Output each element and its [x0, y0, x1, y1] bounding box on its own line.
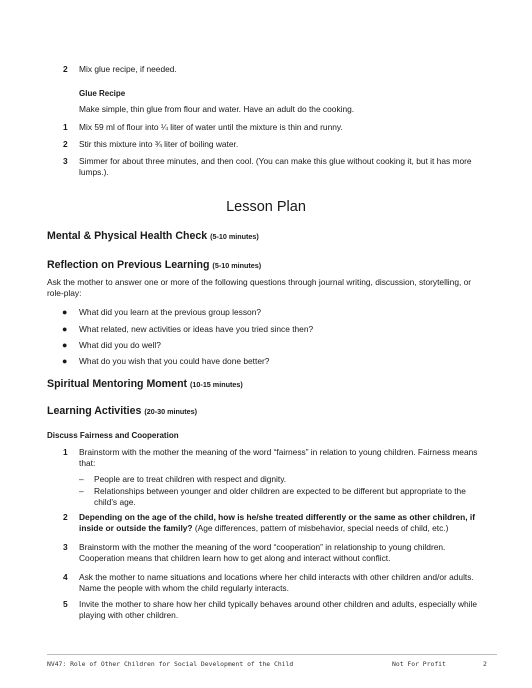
activity-number: 4	[63, 572, 68, 582]
section-heading-spiritual	[47, 378, 243, 391]
activity-text: Brainstorm with the mother the meaning of the word “cooperation” in relationship to young children. Cooperation means that children learn how to get along and interact without conflict.	[79, 542, 446, 564]
footer-notice: Not For Profit	[392, 660, 446, 668]
page-footer	[47, 654, 497, 669]
recipe-step-number: 1	[63, 122, 68, 132]
step-text: Mix glue recipe, if needed.	[79, 64, 177, 74]
activity-number: 3	[63, 542, 68, 552]
section-time: (20-30 minutes)	[144, 407, 198, 416]
section-time: (5-10 minutes)	[210, 232, 259, 241]
lesson-plan-title: Lesson Plan	[226, 199, 306, 215]
page-number: 2	[483, 660, 487, 668]
activities-subheading: Discuss Fairness and Cooperation	[47, 431, 179, 440]
dash-text: People are to treat children with respect and dignity.	[94, 474, 287, 484]
activity-number: 2	[63, 512, 68, 522]
bullet-text: What did you learn at the previous group lesson?	[79, 307, 262, 317]
activity-text	[79, 512, 489, 535]
recipe-step-text: Stir this mixture into ¾ liter of boiling water.	[79, 139, 239, 149]
activity-text: Invite the mother to share how her child typically behaves around other children and adults, especially while playing with other children.	[79, 599, 478, 621]
recipe-step-text: Mix 59 ml of flour into ¼ liter of water until the mixture is thin and runny.	[79, 122, 343, 132]
section-title: Mental & Physical Health Check	[47, 230, 208, 242]
section-heading-activities	[47, 405, 197, 418]
activity-question-note: (Age differences, pattern of misbehavior, special needs of child, etc.)	[192, 523, 449, 534]
bullet-icon: ●	[62, 307, 68, 317]
section-heading-health	[47, 230, 259, 243]
glue-recipe-intro: Make simple, thin glue from flour and water. Have an adult do the cooking.	[79, 104, 355, 114]
activity-question: Depending on the age of the child, how is he/she treated differently or the same as other children, if inside or outside the family?	[79, 512, 476, 534]
section-title: Reflection on Previous Learning	[47, 259, 210, 271]
glue-recipe-title: Glue Recipe	[79, 89, 126, 98]
footer-title: NV47: Role of Other Children for Social Development of the Child	[47, 660, 294, 668]
bullet-icon: ●	[62, 324, 68, 334]
step-number: 2	[63, 64, 68, 74]
activity-text: Brainstorm with the mother the meaning of the word “fairness” in relation to young children. Fairness means that:	[79, 447, 478, 469]
activity-number: 1	[63, 447, 68, 457]
recipe-step-number: 2	[63, 139, 68, 149]
activity-number: 5	[63, 599, 68, 609]
recipe-step-text: Simmer for about three minutes, and then cool. (You can make this glue without cooking it, but it has more lumps.).	[79, 156, 472, 178]
section-time: (5-10 minutes)	[212, 261, 262, 270]
section-title: Spiritual Mentoring Moment	[47, 378, 188, 390]
reflection-intro: Ask the mother to answer one or more of the following questions through journal writing, discussion, storytelling, or role-play:	[47, 277, 472, 299]
bullet-text: What did you do well?	[79, 340, 161, 350]
dash-marker: –	[79, 474, 84, 484]
section-heading-reflection	[47, 259, 261, 272]
recipe-step-number: 3	[63, 156, 68, 166]
bullet-icon: ●	[62, 356, 68, 366]
bullet-text: What related, new activities or ideas have you tried since then?	[79, 324, 314, 334]
section-title: Learning Activities	[47, 405, 142, 417]
bullet-icon: ●	[62, 340, 68, 350]
activity-text: Ask the mother to name situations and locations where her child interacts with other children and/or adults. Name the people with whom the child regularly interacts.	[79, 572, 474, 594]
dash-text: Relationships between younger and older children are expected to be different but appropriate to the child’s age.	[94, 486, 466, 508]
bullet-text: What do you wish that you could have done better?	[79, 356, 270, 366]
dash-marker: –	[79, 486, 84, 496]
section-time: (10-15 minutes)	[190, 380, 243, 389]
